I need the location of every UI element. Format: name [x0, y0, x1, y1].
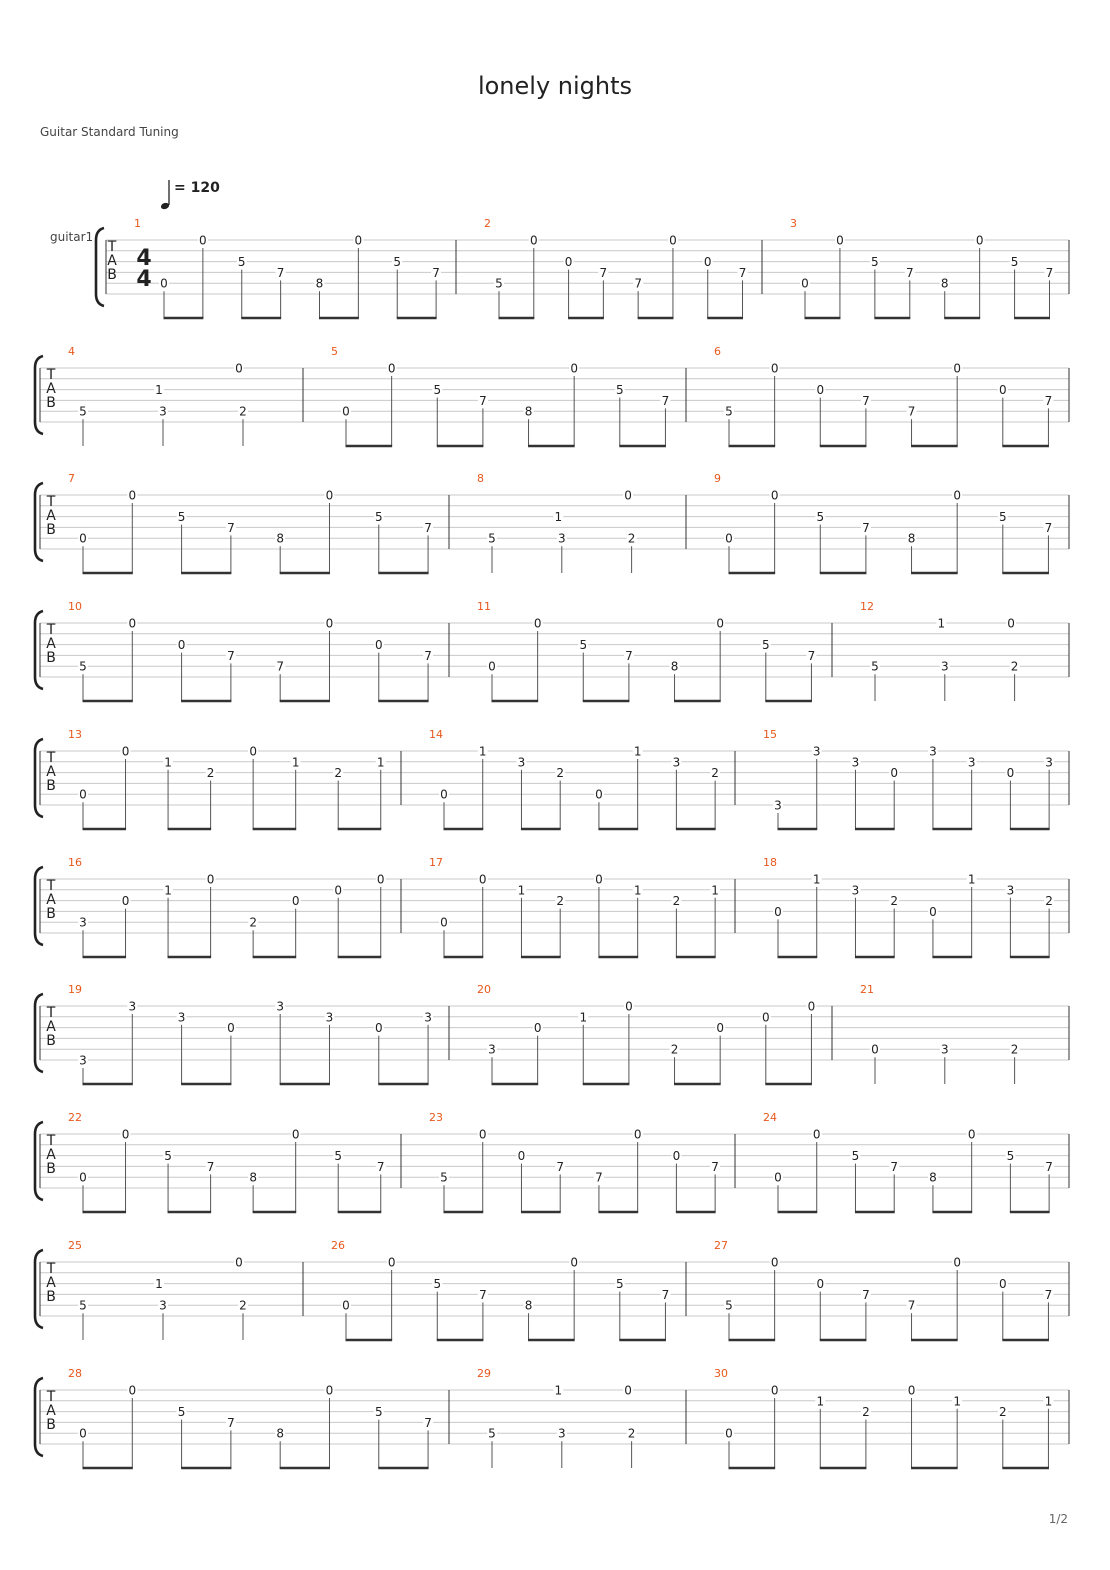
measure-number: 24: [763, 1111, 777, 1124]
fret-number: 0: [633, 1127, 642, 1142]
fret-number: 0: [929, 904, 937, 919]
fret-number: 1: [812, 872, 821, 887]
tuning-label: Guitar Standard Tuning: [40, 125, 179, 139]
fret-number: 8: [276, 531, 285, 546]
fret-number: 5: [1010, 255, 1019, 270]
fret-number: 3: [1006, 883, 1015, 898]
fret-number: 0: [376, 872, 385, 887]
measure-number: 15: [763, 728, 777, 741]
fret-number: 0: [761, 1010, 770, 1025]
fret-number: 0: [235, 1255, 243, 1270]
fret-number: 7: [907, 404, 916, 419]
fret-number: 5: [374, 510, 383, 525]
fret-number: 8: [249, 1170, 257, 1185]
fret-number: 0: [79, 1426, 87, 1441]
fret-number: 7: [1044, 1287, 1053, 1302]
fret-number: 2: [890, 894, 899, 909]
measure-number: 17: [429, 856, 443, 869]
fret-number: 2: [239, 1298, 247, 1313]
fret-number: 8: [940, 276, 949, 291]
fret-number: 5: [871, 255, 879, 270]
fret-number: 3: [851, 755, 860, 770]
fret-number: 0: [669, 233, 677, 248]
fret-number: 5: [79, 1298, 87, 1313]
fret-number: 5: [725, 1298, 733, 1313]
fret-number: 0: [440, 915, 448, 930]
fret-number: 0: [570, 361, 578, 376]
fret-number: 7: [227, 648, 235, 663]
measure-number: 2: [484, 217, 491, 230]
fret-number: 0: [953, 488, 961, 503]
tab-clef-letter: T: [46, 494, 56, 510]
fret-number: 2: [862, 1405, 870, 1420]
tab-clef-letter: T: [46, 622, 56, 638]
measure-number: 23: [429, 1111, 443, 1124]
fret-number: 0: [79, 1170, 87, 1185]
fret-number: 7: [1045, 1159, 1053, 1174]
fret-number: 0: [291, 1127, 300, 1142]
fret-number: 3: [128, 999, 137, 1014]
fret-number: 0: [998, 383, 1007, 398]
fret-number: 3: [1045, 755, 1053, 770]
fret-number: 2: [711, 766, 719, 781]
fret-number: 1: [953, 1394, 961, 1409]
measure-number: 21: [860, 983, 874, 996]
measure-number: 30: [714, 1367, 728, 1380]
fret-number: 0: [725, 531, 733, 546]
fret-number: 7: [1045, 265, 1054, 280]
fret-number: 0: [160, 276, 168, 291]
fret-number: 5: [871, 659, 879, 674]
fret-number: 1: [816, 1394, 825, 1409]
fret-number: 1: [554, 510, 563, 525]
fret-number: 7: [599, 265, 608, 280]
fret-number: 7: [595, 1170, 603, 1185]
measure-number: 25: [68, 1239, 82, 1252]
fret-number: 7: [907, 1298, 916, 1313]
fret-number: 3: [488, 1042, 496, 1057]
fret-number: 0: [625, 999, 633, 1014]
fret-number: 0: [564, 255, 573, 270]
fret-number: 3: [940, 1042, 949, 1057]
fret-number: 5: [725, 404, 733, 419]
fret-number: 7: [227, 1415, 235, 1430]
fret-number: 7: [424, 1415, 432, 1430]
fret-number: 5: [164, 1149, 172, 1164]
fret-number: 7: [432, 265, 440, 280]
page-number: 1/2: [1048, 1512, 1068, 1526]
fret-number: 8: [524, 1298, 533, 1313]
fret-number: 0: [953, 361, 961, 376]
fret-number: 0: [374, 1021, 383, 1036]
fret-number: 1: [579, 1010, 588, 1025]
fret-number: 3: [557, 531, 566, 546]
measure-number: 6: [714, 345, 721, 358]
measure-number: 29: [477, 1367, 491, 1380]
tab-clef-letter: B: [46, 1417, 56, 1433]
tab-clef-letter: T: [46, 1005, 56, 1021]
tab-clef-letter: B: [46, 522, 56, 538]
fret-number: 3: [159, 404, 167, 419]
fret-number: 0: [325, 1383, 334, 1398]
tab-clef-letter: A: [46, 1147, 56, 1163]
fret-number: 0: [478, 872, 487, 887]
tab-clef-letter: A: [107, 253, 117, 269]
fret-number: 8: [907, 531, 916, 546]
fret-number: 0: [227, 1021, 235, 1036]
tab-clef-letter: B: [46, 395, 56, 411]
fret-number: 7: [738, 265, 747, 280]
fret-number: 0: [121, 744, 130, 759]
fret-number: 1: [478, 744, 487, 759]
fret-number: 1: [633, 883, 642, 898]
measure-number: 27: [714, 1239, 728, 1252]
tab-clef-letter: A: [46, 1019, 56, 1035]
fret-number: 3: [672, 755, 681, 770]
fret-number: 5: [816, 510, 825, 525]
fret-number: 0: [291, 894, 300, 909]
fret-number: 8: [670, 659, 679, 674]
fret-number: 7: [661, 393, 670, 408]
fret-number: 7: [276, 659, 285, 674]
measure-number: 26: [331, 1239, 345, 1252]
fret-number: 5: [79, 404, 87, 419]
measure-number: 18: [763, 856, 777, 869]
fret-number: 0: [128, 616, 137, 631]
fret-number: 1: [554, 1383, 563, 1398]
fret-number: 0: [624, 1383, 632, 1398]
staff-system: [50, 217, 1069, 318]
measure-number: 14: [429, 728, 443, 741]
staff-system: [35, 728, 1069, 829]
fret-number: 7: [556, 1159, 565, 1174]
fret-number: 1: [164, 883, 172, 898]
fret-number: 7: [376, 1159, 385, 1174]
fret-number: 0: [836, 233, 844, 248]
fret-number: 0: [334, 883, 343, 898]
fret-number: 0: [79, 787, 87, 802]
fret-number: 5: [79, 659, 87, 674]
fret-number: 3: [851, 883, 860, 898]
staff-system: [35, 1111, 1069, 1212]
fret-number: 0: [533, 1021, 542, 1036]
tab-clef-letter: T: [46, 1133, 56, 1149]
measure-number: 13: [68, 728, 82, 741]
fret-number: 0: [807, 999, 816, 1014]
fret-number: 0: [488, 659, 496, 674]
staff-system: [35, 600, 1069, 701]
fret-number: 2: [1010, 659, 1019, 674]
fret-number: 0: [235, 361, 243, 376]
fret-number: 0: [325, 488, 334, 503]
fret-number: 3: [159, 1298, 167, 1313]
fret-number: 1: [376, 755, 385, 770]
fret-number: 3: [967, 755, 976, 770]
fret-number: 3: [325, 1010, 334, 1025]
fret-number: 0: [595, 872, 603, 887]
fret-number: 0: [478, 1127, 487, 1142]
fret-number: 0: [354, 233, 363, 248]
fret-number: 5: [761, 638, 770, 653]
fret-number: 8: [929, 1170, 937, 1185]
staff-system: [35, 472, 1069, 573]
tab-clef-letter: A: [46, 381, 56, 397]
fret-number: 1: [517, 883, 526, 898]
fret-number: 0: [975, 233, 984, 248]
measure-number: 3: [790, 217, 797, 230]
measure-number: 5: [331, 345, 338, 358]
fret-number: 0: [121, 894, 130, 909]
tab-clef-letter: B: [46, 906, 56, 922]
fret-number: 3: [940, 659, 949, 674]
fret-number: 0: [387, 361, 396, 376]
fret-number: 7: [479, 1287, 487, 1302]
fret-number: 7: [206, 1159, 215, 1174]
fret-number: 5: [488, 531, 496, 546]
fret-number: 2: [556, 766, 565, 781]
track-name: guitar1: [50, 230, 94, 244]
measure-number: 12: [860, 600, 874, 613]
staff-system: [35, 1239, 1069, 1340]
fret-number: 0: [890, 766, 899, 781]
tab-clef-letter: A: [46, 636, 56, 652]
fret-number: 3: [424, 1010, 432, 1025]
tab-clef-letter: B: [46, 650, 56, 666]
fret-number: 0: [770, 361, 779, 376]
tab-clef-letter: A: [46, 508, 56, 524]
fret-number: 1: [1044, 1394, 1053, 1409]
tab-clef-letter: A: [46, 892, 56, 908]
fret-number: 0: [529, 233, 538, 248]
fret-number: 0: [342, 404, 350, 419]
fret-number: 1: [164, 755, 172, 770]
fret-number: 1: [967, 872, 976, 887]
fret-number: 5: [495, 276, 503, 291]
fret-number: 5: [433, 383, 442, 398]
fret-number: 0: [774, 904, 782, 919]
fret-number: 7: [711, 1159, 719, 1174]
tab-clef-letter: B: [46, 1289, 56, 1305]
tab-clef-letter: T: [46, 367, 56, 383]
fret-number: 0: [716, 616, 724, 631]
fret-number: 7: [862, 1287, 870, 1302]
fret-number: 0: [570, 1255, 578, 1270]
fret-number: 7: [424, 648, 432, 663]
fret-number: 0: [953, 1255, 961, 1270]
fret-number: 0: [816, 383, 825, 398]
measure-number: 7: [68, 472, 75, 485]
fret-number: 7: [905, 265, 914, 280]
fret-number: 5: [433, 1277, 442, 1292]
fret-number: 0: [907, 1383, 916, 1398]
fret-number: 0: [249, 744, 257, 759]
fret-number: 3: [929, 744, 937, 759]
fret-number: 0: [816, 1277, 825, 1292]
fret-number: 0: [770, 1383, 779, 1398]
fret-number: 5: [177, 1405, 186, 1420]
fret-number: 2: [556, 894, 565, 909]
measure-number: 16: [68, 856, 82, 869]
fret-number: 0: [121, 1127, 130, 1142]
fret-number: 2: [672, 894, 681, 909]
fret-number: 7: [276, 265, 285, 280]
fret-number: 0: [812, 1127, 821, 1142]
fret-number: 0: [1006, 766, 1015, 781]
fret-number: 0: [517, 1149, 526, 1164]
fret-number: 1: [155, 383, 163, 398]
fret-number: 0: [770, 488, 779, 503]
fret-number: 0: [770, 1255, 779, 1270]
fret-number: 7: [807, 648, 816, 663]
fret-number: 0: [342, 1298, 350, 1313]
fret-number: 3: [177, 1010, 186, 1025]
fret-number: 0: [374, 638, 383, 653]
score-title: lonely nights: [477, 72, 633, 100]
fret-number: 5: [488, 1426, 496, 1441]
fret-number: 7: [661, 1287, 670, 1302]
fret-number: 3: [79, 1053, 87, 1068]
fret-number: 0: [533, 616, 542, 631]
tab-clef-letter: A: [46, 1403, 56, 1419]
tab-clef-letter: B: [46, 778, 56, 794]
fret-number: 0: [774, 1170, 782, 1185]
fret-number: 0: [703, 255, 712, 270]
fret-number: 5: [393, 255, 402, 270]
fret-number: 0: [716, 1021, 724, 1036]
tab-clef-letter: T: [107, 239, 117, 255]
tab-clef-letter: T: [46, 1261, 56, 1277]
fret-number: 0: [595, 787, 603, 802]
fret-number: 7: [890, 1159, 899, 1174]
tab-clef-letter: T: [46, 878, 56, 894]
fret-number: 2: [249, 915, 257, 930]
fret-number: 3: [276, 999, 285, 1014]
tab-clef-letter: T: [46, 1389, 56, 1405]
measure-number: 1: [134, 217, 141, 230]
fret-number: 7: [862, 393, 870, 408]
fret-number: 3: [517, 755, 526, 770]
fret-number: 5: [334, 1149, 343, 1164]
fret-number: 0: [871, 1042, 879, 1057]
measure-number: 4: [68, 345, 75, 358]
fret-number: 5: [615, 1277, 624, 1292]
fret-number: 1: [633, 744, 642, 759]
measure-number: 11: [477, 600, 491, 613]
measure-number: 20: [477, 983, 491, 996]
staff-system: [35, 856, 1069, 957]
fret-number: 1: [937, 616, 946, 631]
fret-number: 2: [206, 766, 215, 781]
fret-number: 5: [998, 510, 1007, 525]
tab-clef-letter: B: [107, 267, 117, 283]
fret-number: 2: [334, 766, 343, 781]
tab-clef-letter: A: [46, 1275, 56, 1291]
fret-number: 8: [276, 1426, 285, 1441]
time-signature-top: 4: [136, 246, 152, 271]
measure-number: 22: [68, 1111, 82, 1124]
fret-number: 2: [1045, 894, 1053, 909]
fret-number: 0: [199, 233, 207, 248]
fret-number: 7: [227, 520, 235, 535]
measure-number: 9: [714, 472, 721, 485]
staff-system: [35, 983, 1069, 1084]
fret-number: 5: [237, 255, 246, 270]
fret-number: 2: [627, 531, 636, 546]
fret-number: 0: [206, 872, 215, 887]
fret-number: 2: [239, 404, 247, 419]
system-bracket: [96, 228, 104, 306]
staff-system: [35, 1367, 1069, 1468]
fret-number: 5: [374, 1405, 383, 1420]
fret-number: 5: [851, 1149, 860, 1164]
fret-number: 0: [128, 488, 137, 503]
fret-number: 5: [579, 638, 588, 653]
fret-number: 0: [440, 787, 448, 802]
tempo-label: = 120: [174, 180, 220, 196]
fret-number: 0: [998, 1277, 1007, 1292]
fret-number: 2: [670, 1042, 679, 1057]
fret-number: 0: [128, 1383, 137, 1398]
fret-number: 3: [812, 744, 821, 759]
fret-number: 2: [998, 1405, 1007, 1420]
fret-number: 5: [440, 1170, 448, 1185]
fret-number: 0: [177, 638, 186, 653]
tab-clef-letter: B: [46, 1161, 56, 1177]
fret-number: 0: [967, 1127, 976, 1142]
measure-number: 10: [68, 600, 82, 613]
tab-clef-letter: T: [46, 750, 56, 766]
fret-number: 2: [1010, 1042, 1019, 1057]
fret-number: 8: [315, 276, 324, 291]
fret-number: 0: [79, 531, 87, 546]
time-signature-bottom: 4: [136, 267, 152, 292]
fret-number: 3: [774, 798, 782, 813]
measure-number: 8: [477, 472, 484, 485]
fret-number: 0: [325, 616, 334, 631]
fret-number: 7: [1044, 520, 1053, 535]
fret-number: 5: [1006, 1149, 1015, 1164]
fret-number: 0: [624, 488, 632, 503]
fret-number: 7: [634, 276, 642, 291]
fret-number: 7: [862, 520, 870, 535]
fret-number: 0: [672, 1149, 681, 1164]
fret-number: 3: [557, 1426, 566, 1441]
fret-number: 1: [155, 1277, 163, 1292]
fret-number: 1: [711, 883, 719, 898]
fret-number: 0: [725, 1426, 733, 1441]
fret-number: 7: [424, 520, 432, 535]
fret-number: 7: [479, 393, 487, 408]
fret-number: 3: [79, 915, 87, 930]
tab-clef-letter: A: [46, 764, 56, 780]
fret-number: 0: [801, 276, 809, 291]
fret-number: 2: [627, 1426, 636, 1441]
fret-number: 5: [615, 383, 624, 398]
fret-number: 0: [387, 1255, 396, 1270]
measure-number: 28: [68, 1367, 82, 1380]
fret-number: 1: [291, 755, 300, 770]
measure-number: 19: [68, 983, 82, 996]
fret-number: 8: [524, 404, 533, 419]
staff-system: [35, 345, 1069, 446]
fret-number: 7: [625, 648, 633, 663]
fret-number: 7: [1044, 393, 1053, 408]
fret-number: 0: [1007, 616, 1015, 631]
tab-clef-letter: B: [46, 1033, 56, 1049]
fret-number: 5: [177, 510, 186, 525]
